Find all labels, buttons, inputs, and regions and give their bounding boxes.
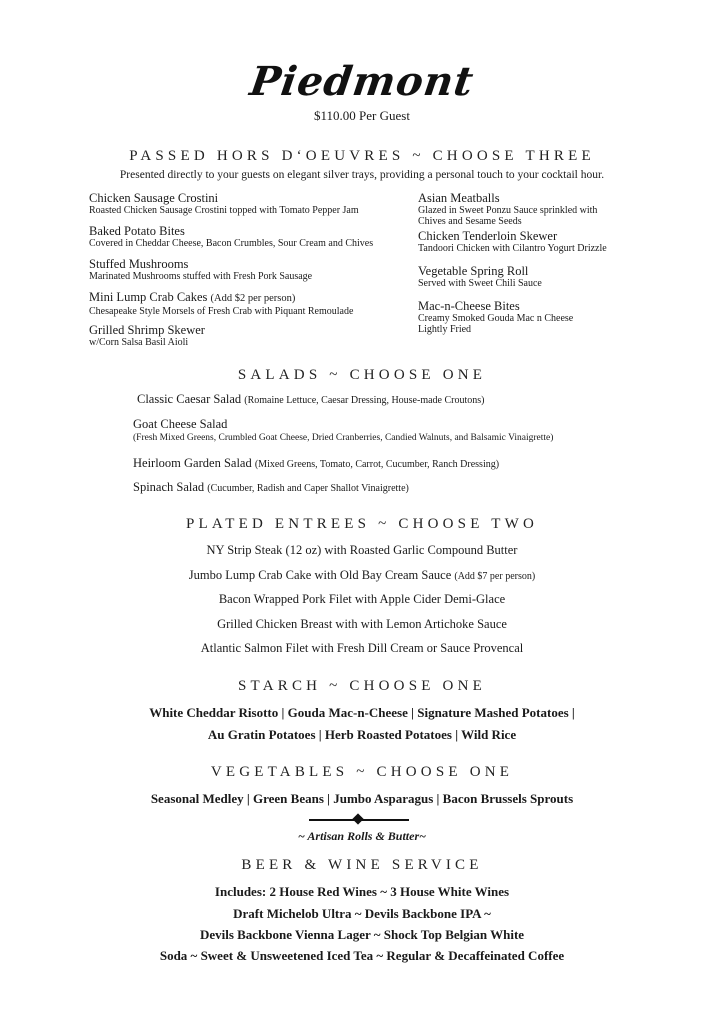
starch-options-line-1: White Cheddar Risotto | Gouda Mac-n-Cheese | Signature Mashed Potatoes | [149, 705, 575, 720]
hors-item-name: Baked Potato Bites [89, 224, 185, 238]
hors-right-column [418, 191, 658, 334]
vegetables-options-line: Seasonal Medley | Green Beans | Jumbo Asparagus | Bacon Brussels Sprouts [150, 791, 574, 806]
entree-name: Grilled Chicken Breast with with Lemon Artichoke Sauce [217, 617, 507, 631]
hors-item-desc: Marinated Mushrooms stuffed with Fresh Pork Sausage [89, 271, 313, 282]
beverage-line: Devils Backbone Vienna Lager ~ Shock Top Belgian White [199, 927, 525, 942]
salad-note: (Cucumber, Radish and Caper Shallot Vinaigrette) [207, 483, 409, 494]
entrees-heading: PLATED ENTREES ~ CHOOSE TWO [185, 516, 539, 532]
entree-item [0, 641, 724, 656]
beverages-heading: BEER & WINE SERVICE [241, 857, 483, 873]
hors-item-desc-cont: Chives and Sesame Seeds [418, 216, 522, 227]
entree-item [0, 543, 724, 558]
starch-options-line-2: Au Gratin Potatoes | Herb Roasted Potatoes | Wild Rice [207, 727, 517, 742]
hors-heading: PASSED HORS D‘OEUVRES ~ CHOOSE THREE [129, 148, 595, 164]
hors-item [89, 191, 419, 224]
salad-name: Classic Caesar Salad [137, 392, 242, 406]
hors-item [418, 229, 658, 264]
hors-item-price-note: (Add $2 per person) [210, 293, 296, 304]
entree-item [0, 592, 724, 607]
hors-item-name: Grilled Shrimp Skewer [89, 323, 205, 337]
hors-item-name: Mac-n-Cheese Bites [418, 299, 520, 313]
salad-name: Goat Cheese Salad [133, 417, 228, 431]
salad-note: (Mixed Greens, Tomato, Carrot, Cucumber, Ranch Dressing) [254, 459, 500, 470]
salad-name: Spinach Salad [133, 480, 205, 494]
hors-item [89, 224, 419, 257]
entree-item [0, 617, 724, 632]
hors-item-desc: Chesapeake Style Morsels of Fresh Crab with Piquant Remoulade [89, 306, 354, 317]
hors-intro: Presented directly to your guests on elegant silver trays, providing a personal touch to your cocktail hour. [119, 169, 605, 181]
entree-name: Jumbo Lump Crab Cake with Old Bay Cream Sauce [188, 568, 452, 582]
hors-item-desc: Glazed in Sweet Ponzu Sauce sprinkled with [418, 205, 598, 216]
hors-item-desc: Creamy Smoked Gouda Mac n Cheese [418, 313, 574, 324]
diamond-icon [352, 813, 363, 824]
ornamental-divider [309, 815, 409, 825]
rolls-note: ~ Artisan Rolls & Butter~ [298, 829, 426, 843]
entree-name: Atlantic Salmon Filet with Fresh Dill Cream or Sauce Provencal [200, 641, 524, 655]
entree-price-note: (Add $7 per person) [454, 571, 536, 582]
menu-title: Piedmont [247, 58, 477, 105]
salad-note: (Fresh Mixed Greens, Crumbled Goat Cheese, Dried Cranberries, Candied Walnuts, and Balsamic Vinaigrette) [133, 433, 554, 443]
hors-item-name: Vegetable Spring Roll [418, 264, 529, 278]
hors-item-name: Mini Lump Crab Cakes [89, 290, 208, 304]
hors-left-column [89, 191, 419, 356]
hors-item-name: Chicken Sausage Crostini [89, 191, 219, 205]
hors-item-name: Chicken Tenderloin Skewer [418, 229, 558, 243]
price-per-guest: $110.00 Per Guest [314, 108, 410, 123]
entree-item [0, 568, 724, 583]
beverage-line: Includes: 2 House Red Wines ~ 3 House White Wines [214, 884, 510, 899]
hors-item-desc-cont: Lightly Fried [418, 324, 472, 335]
hors-item-desc: w/Corn Salsa Basil Aioli [89, 337, 189, 348]
hors-item-desc: Roasted Chicken Sausage Crostini topped with Tomato Pepper Jam [89, 205, 359, 216]
salads-heading: SALADS ~ CHOOSE ONE [237, 367, 487, 383]
salad-item [133, 456, 693, 471]
hors-item-desc: Served with Sweet Chili Sauce [418, 278, 542, 289]
salad-item [137, 392, 697, 407]
beverage-line: Draft Michelob Ultra ~ Devils Backbone IPA ~ [233, 906, 491, 921]
hors-item-name: Stuffed Mushrooms [89, 257, 189, 271]
hors-item [418, 264, 658, 299]
hors-item-desc: Covered in Cheddar Cheese, Bacon Crumbles, Sour Cream and Chives [89, 238, 374, 249]
vegetables-heading: VEGETABLES ~ CHOOSE ONE [210, 764, 514, 780]
hors-item [418, 299, 658, 334]
salad-name: Heirloom Garden Salad [133, 456, 252, 470]
beverage-line: Soda ~ Sweet & Unsweetened Iced Tea ~ Regular & Decaffeinated Coffee [159, 948, 565, 963]
hors-item [89, 257, 419, 290]
salad-item [133, 417, 693, 443]
hors-item [418, 191, 658, 229]
hors-item [89, 323, 419, 356]
hors-item-name: Asian Meatballs [418, 191, 500, 205]
starch-heading: STARCH ~ CHOOSE ONE [238, 678, 486, 694]
entree-name: Bacon Wrapped Pork Filet with Apple Cider Demi-Glace [218, 592, 506, 606]
salad-note: (Romaine Lettuce, Caesar Dressing, House-made Croutons) [244, 395, 485, 406]
salad-item [133, 480, 693, 495]
hors-item-name-line [89, 290, 419, 306]
entree-name: NY Strip Steak (12 oz) with Roasted Garlic Compound Butter [206, 543, 518, 557]
hors-item-desc: Tandoori Chicken with Cilantro Yogurt Drizzle [418, 243, 607, 254]
hors-item [89, 290, 419, 323]
